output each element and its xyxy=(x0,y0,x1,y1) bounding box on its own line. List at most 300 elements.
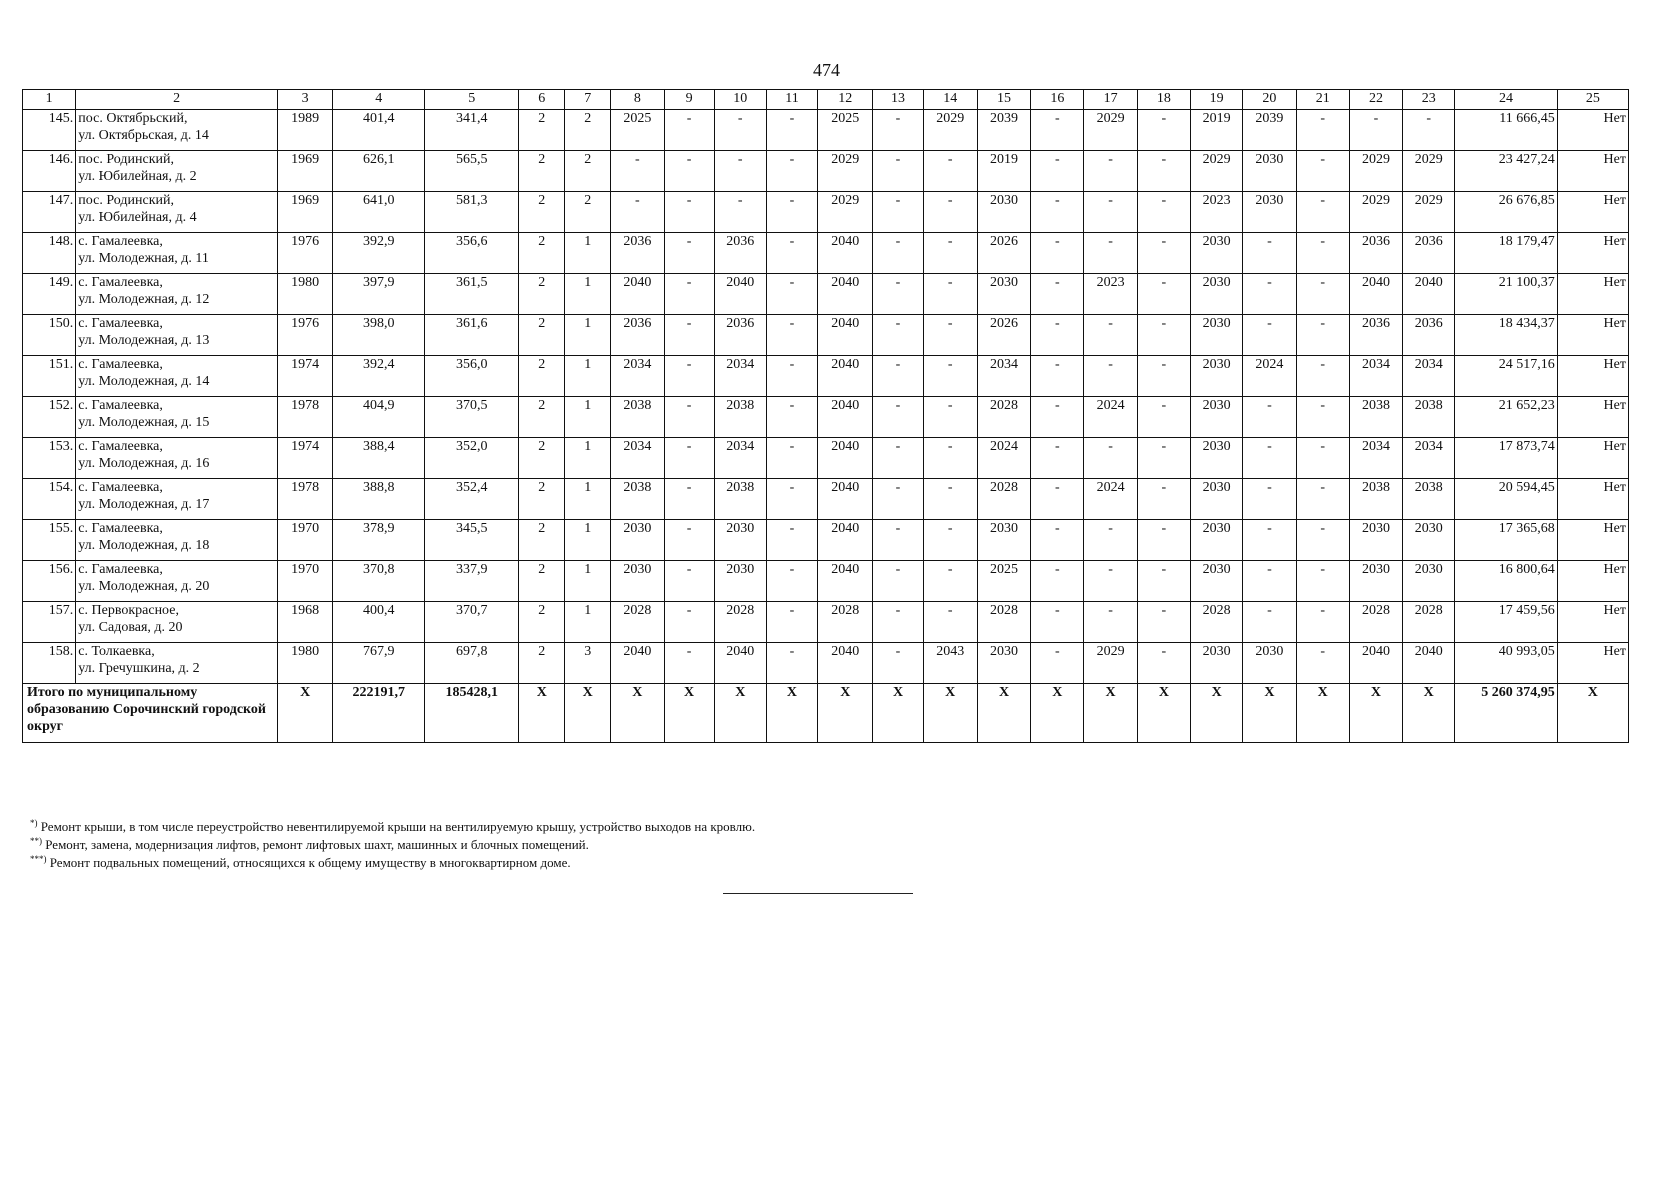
cell-col-22: 2038 xyxy=(1349,479,1402,520)
cell-col-21: - xyxy=(1296,356,1349,397)
cell-col-10: 2040 xyxy=(714,643,766,684)
cell-col-15: 2030 xyxy=(977,192,1030,233)
column-header-9: 9 xyxy=(664,90,714,110)
cell-col-19: 2030 xyxy=(1191,561,1243,602)
column-header-20: 20 xyxy=(1243,90,1296,110)
cell-col-8: 2036 xyxy=(611,233,664,274)
cell-col-16: - xyxy=(1031,479,1084,520)
cell-col-15: 2028 xyxy=(977,397,1030,438)
cell-col-7: 2 xyxy=(565,110,611,151)
table-row xyxy=(23,438,1629,479)
cell-col-8: 2025 xyxy=(611,110,664,151)
cell-col-18: - xyxy=(1137,151,1190,192)
cell-col-7: 1 xyxy=(565,397,611,438)
cell-col-11: - xyxy=(766,561,817,602)
cell-col-7: 2 xyxy=(565,151,611,192)
cell-col-16: - xyxy=(1031,233,1084,274)
cell-col-6: 2 xyxy=(519,602,565,643)
cell-col-18: - xyxy=(1137,110,1190,151)
total-cell-col-20: X xyxy=(1243,684,1296,743)
total-cell-col-7: X xyxy=(565,684,611,743)
column-header-24: 24 xyxy=(1455,90,1557,110)
cell-col-22: 2036 xyxy=(1349,315,1402,356)
address-locality: с. Первокрасное, xyxy=(78,603,179,618)
cell-col-20: - xyxy=(1243,274,1296,315)
cell-col-3: 1976 xyxy=(277,315,332,356)
table-row xyxy=(23,192,1629,233)
cell-col-6: 2 xyxy=(519,151,565,192)
cell-col-15: 2039 xyxy=(977,110,1030,151)
cell-col-11: - xyxy=(766,315,817,356)
address-cell xyxy=(76,643,278,684)
cell-col-19: 2030 xyxy=(1191,643,1243,684)
cell-col-21: - xyxy=(1296,274,1349,315)
cell-col-17: 2024 xyxy=(1084,479,1137,520)
cell-col-8: 2028 xyxy=(611,602,664,643)
cell-col-5: 352,4 xyxy=(425,479,519,520)
cell-col-14: - xyxy=(923,520,977,561)
cell-col-13: - xyxy=(873,438,923,479)
cell-col-4: 767,9 xyxy=(333,643,425,684)
cell-col-15: 2030 xyxy=(977,274,1030,315)
cell-col-12: 2040 xyxy=(818,274,873,315)
cell-col-20: - xyxy=(1243,602,1296,643)
cell-col-13: - xyxy=(873,151,923,192)
cell-col-8: - xyxy=(611,151,664,192)
cell-col-7: 1 xyxy=(565,520,611,561)
cell-col-22: 2036 xyxy=(1349,233,1402,274)
cell-col-4: 392,9 xyxy=(333,233,425,274)
cell-col-13: - xyxy=(873,397,923,438)
cell-col-12: 2040 xyxy=(818,397,873,438)
cell-col-22: 2029 xyxy=(1349,192,1402,233)
cell-col-11: - xyxy=(766,602,817,643)
cell-col-21: - xyxy=(1296,479,1349,520)
row-number: 156. xyxy=(23,561,76,602)
address-cell xyxy=(76,274,278,315)
cell-col-11: - xyxy=(766,233,817,274)
column-header-16: 16 xyxy=(1031,90,1084,110)
cell-col-9: - xyxy=(664,356,714,397)
cell-col-20: 2030 xyxy=(1243,643,1296,684)
row-number: 155. xyxy=(23,520,76,561)
cell-col-7: 1 xyxy=(565,233,611,274)
address-locality: пос. Родинский, xyxy=(78,193,174,208)
cell-col-5: 581,3 xyxy=(425,192,519,233)
cell-col-6: 2 xyxy=(519,356,565,397)
total-cell-col-19: X xyxy=(1191,684,1243,743)
table-row xyxy=(23,479,1629,520)
cell-col-23: 2030 xyxy=(1403,561,1455,602)
cell-col-10: - xyxy=(714,192,766,233)
cell-col-11: - xyxy=(766,520,817,561)
total-cell-col-22: X xyxy=(1349,684,1402,743)
cell-col-11: - xyxy=(766,479,817,520)
total-cell-col-3: X xyxy=(277,684,332,743)
footnote-1: *) Ремонт крыши, в том числе переустройство невентилируемой крыши на вентилируемую крышу, устройство выходов на кровлю. xyxy=(30,818,756,834)
cell-col-24: 40 993,05 xyxy=(1455,643,1557,684)
cell-col-24: 17 459,56 xyxy=(1455,602,1557,643)
cell-col-12: 2040 xyxy=(818,520,873,561)
table-row xyxy=(23,110,1629,151)
table-row xyxy=(23,561,1629,602)
row-number: 148. xyxy=(23,233,76,274)
cell-col-17: - xyxy=(1084,151,1137,192)
cell-col-24: 21 652,23 xyxy=(1455,397,1557,438)
cell-col-8: 2034 xyxy=(611,356,664,397)
cell-col-8: 2036 xyxy=(611,315,664,356)
cell-col-10: - xyxy=(714,151,766,192)
address-cell xyxy=(76,356,278,397)
cell-col-23: 2030 xyxy=(1403,520,1455,561)
cell-col-11: - xyxy=(766,110,817,151)
row-number: 150. xyxy=(23,315,76,356)
cell-col-20: 2024 xyxy=(1243,356,1296,397)
cell-col-21: - xyxy=(1296,561,1349,602)
cell-col-20: 2039 xyxy=(1243,110,1296,151)
cell-col-9: - xyxy=(664,479,714,520)
cell-col-3: 1978 xyxy=(277,479,332,520)
cell-col-17: - xyxy=(1084,315,1137,356)
cell-col-3: 1974 xyxy=(277,356,332,397)
cell-col-23: 2034 xyxy=(1403,438,1455,479)
cell-col-3: 1969 xyxy=(277,192,332,233)
cell-col-25: Нет xyxy=(1557,274,1628,315)
total-cell-col-14: X xyxy=(923,684,977,743)
cell-col-24: 11 666,45 xyxy=(1455,110,1557,151)
total-cell-col-17: X xyxy=(1084,684,1137,743)
header-row xyxy=(23,90,1629,110)
column-header-7: 7 xyxy=(565,90,611,110)
cell-col-25: Нет xyxy=(1557,192,1628,233)
cell-col-8: 2030 xyxy=(611,520,664,561)
column-header-4: 4 xyxy=(333,90,425,110)
cell-col-9: - xyxy=(664,520,714,561)
cell-col-6: 2 xyxy=(519,438,565,479)
cell-col-16: - xyxy=(1031,438,1084,479)
address-cell xyxy=(76,479,278,520)
cell-col-8: 2040 xyxy=(611,643,664,684)
cell-col-6: 2 xyxy=(519,479,565,520)
cell-col-25: Нет xyxy=(1557,397,1628,438)
cell-col-22: 2028 xyxy=(1349,602,1402,643)
cell-col-14: - xyxy=(923,233,977,274)
cell-col-5: 565,5 xyxy=(425,151,519,192)
cell-col-24: 21 100,37 xyxy=(1455,274,1557,315)
address-street: ул. Молодежная, д. 14 xyxy=(78,374,210,389)
cell-col-22: 2034 xyxy=(1349,356,1402,397)
cell-col-12: 2029 xyxy=(818,192,873,233)
cell-col-12: 2040 xyxy=(818,438,873,479)
cell-col-4: 397,9 xyxy=(333,274,425,315)
cell-col-19: 2030 xyxy=(1191,438,1243,479)
cell-col-10: 2034 xyxy=(714,356,766,397)
cell-col-12: 2040 xyxy=(818,643,873,684)
address-locality: с. Гамалеевка, xyxy=(78,234,163,249)
cell-col-3: 1970 xyxy=(277,520,332,561)
cell-col-6: 2 xyxy=(519,274,565,315)
column-header-8: 8 xyxy=(611,90,664,110)
address-locality: с. Толкаевка, xyxy=(78,644,155,659)
cell-col-16: - xyxy=(1031,356,1084,397)
cell-col-15: 2028 xyxy=(977,602,1030,643)
table-row xyxy=(23,315,1629,356)
cell-col-7: 1 xyxy=(565,479,611,520)
cell-col-21: - xyxy=(1296,315,1349,356)
cell-col-19: 2019 xyxy=(1191,110,1243,151)
total-cell-col-15: X xyxy=(977,684,1030,743)
cell-col-17: 2023 xyxy=(1084,274,1137,315)
cell-col-13: - xyxy=(873,602,923,643)
cell-col-6: 2 xyxy=(519,520,565,561)
cell-col-17: - xyxy=(1084,356,1137,397)
cell-col-19: 2023 xyxy=(1191,192,1243,233)
cell-col-17: - xyxy=(1084,520,1137,561)
cell-col-11: - xyxy=(766,438,817,479)
cell-col-9: - xyxy=(664,561,714,602)
cell-col-7: 1 xyxy=(565,561,611,602)
column-header-11: 11 xyxy=(766,90,817,110)
cell-col-19: 2030 xyxy=(1191,356,1243,397)
cell-col-8: 2040 xyxy=(611,274,664,315)
cell-col-3: 1978 xyxy=(277,397,332,438)
cell-col-10: 2036 xyxy=(714,233,766,274)
cell-col-5: 361,5 xyxy=(425,274,519,315)
cell-col-20: - xyxy=(1243,561,1296,602)
cell-col-14: - xyxy=(923,397,977,438)
row-number: 152. xyxy=(23,397,76,438)
cell-col-9: - xyxy=(664,315,714,356)
cell-col-11: - xyxy=(766,192,817,233)
cell-col-13: - xyxy=(873,192,923,233)
cell-col-24: 16 800,64 xyxy=(1455,561,1557,602)
cell-col-19: 2030 xyxy=(1191,479,1243,520)
cell-col-24: 17 365,68 xyxy=(1455,520,1557,561)
cell-col-17: 2029 xyxy=(1084,110,1137,151)
cell-col-4: 388,4 xyxy=(333,438,425,479)
address-street: ул. Молодежная, д. 16 xyxy=(78,456,210,471)
cell-col-22: 2040 xyxy=(1349,274,1402,315)
cell-col-15: 2030 xyxy=(977,643,1030,684)
cell-col-10: 2030 xyxy=(714,520,766,561)
cell-col-11: - xyxy=(766,356,817,397)
cell-col-9: - xyxy=(664,438,714,479)
address-street: ул. Октябрьская, д. 14 xyxy=(78,128,209,143)
column-header-17: 17 xyxy=(1084,90,1137,110)
total-cell-col-25: X xyxy=(1557,684,1628,743)
cell-col-5: 697,8 xyxy=(425,643,519,684)
cell-col-14: - xyxy=(923,356,977,397)
cell-col-5: 361,6 xyxy=(425,315,519,356)
cell-col-22: 2029 xyxy=(1349,151,1402,192)
address-cell xyxy=(76,110,278,151)
cell-col-21: - xyxy=(1296,520,1349,561)
cell-col-25: Нет xyxy=(1557,520,1628,561)
cell-col-18: - xyxy=(1137,192,1190,233)
cell-col-6: 2 xyxy=(519,561,565,602)
cell-col-19: 2030 xyxy=(1191,315,1243,356)
cell-col-23: 2036 xyxy=(1403,315,1455,356)
cell-col-18: - xyxy=(1137,356,1190,397)
cell-col-19: 2029 xyxy=(1191,151,1243,192)
cell-col-3: 1968 xyxy=(277,602,332,643)
column-header-12: 12 xyxy=(818,90,873,110)
cell-col-3: 1970 xyxy=(277,561,332,602)
cell-col-25: Нет xyxy=(1557,110,1628,151)
column-header-25: 25 xyxy=(1557,90,1628,110)
cell-col-22: 2030 xyxy=(1349,561,1402,602)
address-street: ул. Молодежная, д. 20 xyxy=(78,579,210,594)
address-locality: с. Гамалеевка, xyxy=(78,357,163,372)
cell-col-12: 2040 xyxy=(818,315,873,356)
cell-col-24: 23 427,24 xyxy=(1455,151,1557,192)
cell-col-20: - xyxy=(1243,233,1296,274)
cell-col-12: 2025 xyxy=(818,110,873,151)
cell-col-5: 352,0 xyxy=(425,438,519,479)
total-cell-col-9: X xyxy=(664,684,714,743)
cell-col-4: 641,0 xyxy=(333,192,425,233)
cell-col-6: 2 xyxy=(519,315,565,356)
cell-col-13: - xyxy=(873,315,923,356)
cell-col-8: 2030 xyxy=(611,561,664,602)
cell-col-15: 2024 xyxy=(977,438,1030,479)
cell-col-19: 2030 xyxy=(1191,520,1243,561)
cell-col-12: 2029 xyxy=(818,151,873,192)
cell-col-22: 2034 xyxy=(1349,438,1402,479)
total-cell-col-23: X xyxy=(1403,684,1455,743)
cell-col-14: - xyxy=(923,192,977,233)
cell-col-12: 2028 xyxy=(818,602,873,643)
cell-col-25: Нет xyxy=(1557,356,1628,397)
cell-col-4: 378,9 xyxy=(333,520,425,561)
cell-col-17: 2024 xyxy=(1084,397,1137,438)
cell-col-9: - xyxy=(664,643,714,684)
cell-col-6: 2 xyxy=(519,643,565,684)
cell-col-10: 2038 xyxy=(714,397,766,438)
table-row xyxy=(23,602,1629,643)
total-cell-col-18: X xyxy=(1137,684,1190,743)
address-locality: с. Гамалеевка, xyxy=(78,562,163,577)
cell-col-23: 2036 xyxy=(1403,233,1455,274)
cell-col-17: - xyxy=(1084,192,1137,233)
column-header-10: 10 xyxy=(714,90,766,110)
cell-col-3: 1976 xyxy=(277,233,332,274)
total-cell-col-6: X xyxy=(519,684,565,743)
cell-col-25: Нет xyxy=(1557,479,1628,520)
cell-col-4: 388,8 xyxy=(333,479,425,520)
cell-col-25: Нет xyxy=(1557,561,1628,602)
cell-col-23: 2040 xyxy=(1403,274,1455,315)
address-cell xyxy=(76,438,278,479)
cell-col-23: - xyxy=(1403,110,1455,151)
cell-col-3: 1974 xyxy=(277,438,332,479)
cell-col-12: 2040 xyxy=(818,479,873,520)
address-street: ул. Молодежная, д. 11 xyxy=(78,251,209,266)
cell-col-14: - xyxy=(923,438,977,479)
address-street: ул. Молодежная, д. 18 xyxy=(78,538,210,553)
cell-col-19: 2028 xyxy=(1191,602,1243,643)
cell-col-11: - xyxy=(766,643,817,684)
cell-col-16: - xyxy=(1031,274,1084,315)
cell-col-24: 20 594,45 xyxy=(1455,479,1557,520)
cell-col-6: 2 xyxy=(519,233,565,274)
column-header-13: 13 xyxy=(873,90,923,110)
cell-col-14: - xyxy=(923,151,977,192)
cell-col-4: 400,4 xyxy=(333,602,425,643)
cell-col-21: - xyxy=(1296,151,1349,192)
address-locality: с. Гамалеевка, xyxy=(78,439,163,454)
address-cell xyxy=(76,151,278,192)
cell-col-8: 2038 xyxy=(611,397,664,438)
cell-col-21: - xyxy=(1296,110,1349,151)
cell-col-16: - xyxy=(1031,192,1084,233)
cell-col-11: - xyxy=(766,397,817,438)
cell-col-15: 2034 xyxy=(977,356,1030,397)
total-row xyxy=(23,684,1629,743)
cell-col-18: - xyxy=(1137,274,1190,315)
cell-col-5: 356,0 xyxy=(425,356,519,397)
address-locality: с. Гамалеевка, xyxy=(78,398,163,413)
cell-col-5: 345,5 xyxy=(425,520,519,561)
cell-col-4: 398,0 xyxy=(333,315,425,356)
row-number: 149. xyxy=(23,274,76,315)
address-locality: с. Гамалеевка, xyxy=(78,316,163,331)
column-header-21: 21 xyxy=(1296,90,1349,110)
cell-col-23: 2029 xyxy=(1403,192,1455,233)
footnotes xyxy=(30,818,755,872)
cell-col-18: - xyxy=(1137,643,1190,684)
cell-col-5: 356,6 xyxy=(425,233,519,274)
column-header-18: 18 xyxy=(1137,90,1190,110)
cell-col-10: 2038 xyxy=(714,479,766,520)
cell-col-10: 2040 xyxy=(714,274,766,315)
cell-col-19: 2030 xyxy=(1191,274,1243,315)
cell-col-9: - xyxy=(664,110,714,151)
address-cell xyxy=(76,192,278,233)
cell-col-10: 2028 xyxy=(714,602,766,643)
total-cell-col-12: X xyxy=(818,684,873,743)
cell-col-18: - xyxy=(1137,315,1190,356)
cell-col-16: - xyxy=(1031,151,1084,192)
total-cell-col-21: X xyxy=(1296,684,1349,743)
cell-col-13: - xyxy=(873,643,923,684)
cell-col-21: - xyxy=(1296,192,1349,233)
cell-col-17: - xyxy=(1084,233,1137,274)
address-locality: пос. Октябрьский, xyxy=(78,111,188,126)
table-row xyxy=(23,151,1629,192)
cell-col-13: - xyxy=(873,233,923,274)
row-number: 153. xyxy=(23,438,76,479)
cell-col-20: 2030 xyxy=(1243,151,1296,192)
cell-col-21: - xyxy=(1296,233,1349,274)
cell-col-6: 2 xyxy=(519,110,565,151)
cell-col-4: 392,4 xyxy=(333,356,425,397)
total-cell-col-11: X xyxy=(766,684,817,743)
total-cell-col-5: 185428,1 xyxy=(425,684,519,743)
row-number: 157. xyxy=(23,602,76,643)
cell-col-22: 2040 xyxy=(1349,643,1402,684)
row-number: 154. xyxy=(23,479,76,520)
cell-col-14: - xyxy=(923,274,977,315)
cell-col-7: 2 xyxy=(565,192,611,233)
cell-col-7: 3 xyxy=(565,643,611,684)
cell-col-21: - xyxy=(1296,602,1349,643)
cell-col-22: 2030 xyxy=(1349,520,1402,561)
total-label: Итого по муниципальному образованию Сорочинский городской округ xyxy=(23,684,278,743)
cell-col-23: 2028 xyxy=(1403,602,1455,643)
cell-col-9: - xyxy=(664,192,714,233)
total-cell-col-8: X xyxy=(611,684,664,743)
